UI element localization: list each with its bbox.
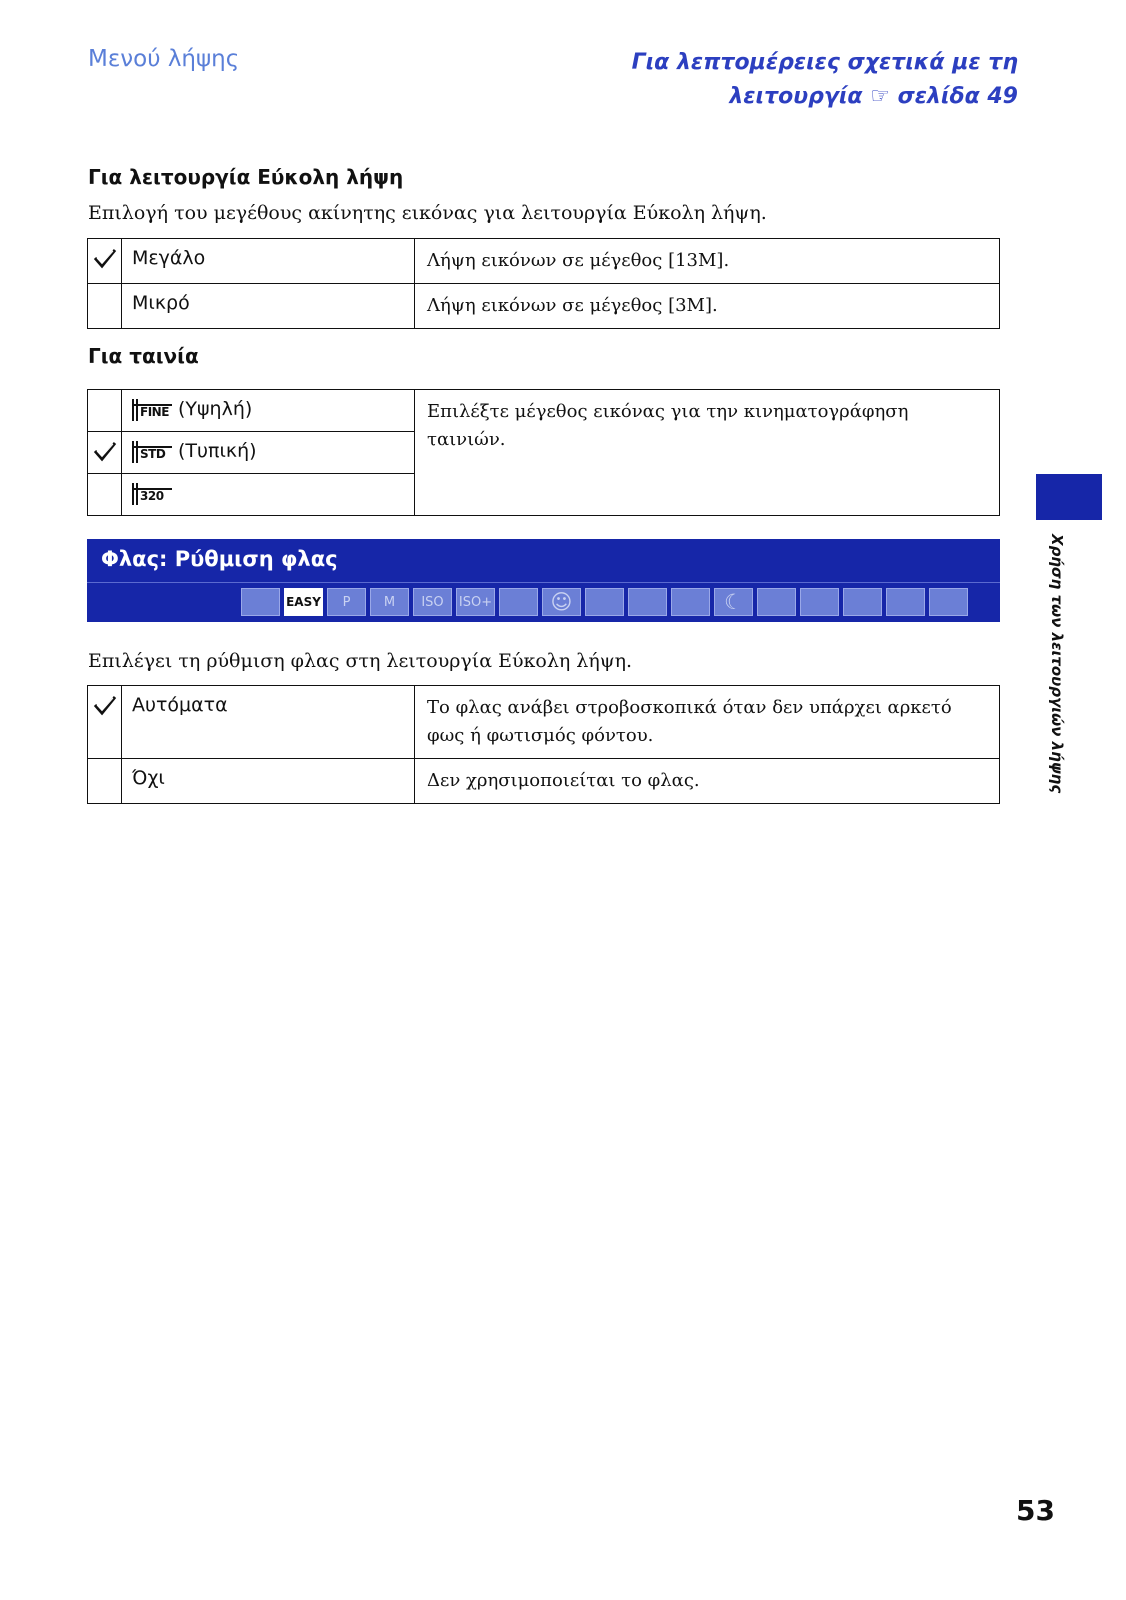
movie-icon bbox=[929, 588, 968, 616]
flash-table bbox=[87, 685, 1000, 804]
beach-icon bbox=[757, 588, 796, 616]
section-header: Μενού λήψης bbox=[88, 46, 240, 72]
burst-icon bbox=[499, 588, 538, 616]
smile-icon: ☺ bbox=[542, 588, 581, 616]
page-number: 53 bbox=[1016, 1494, 1055, 1527]
pointing-hand-icon: ☞ bbox=[870, 84, 890, 109]
easy-mode-intro: Επιλογή του μεγέθους ακίνητης εικόνας για λειτουργία Εύκολη λήψη. bbox=[88, 202, 767, 224]
manual-icon: M bbox=[370, 588, 409, 616]
easy-icon: EASY bbox=[284, 588, 323, 616]
option-desc: Δεν χρησιμοποιείται το φλας. bbox=[415, 759, 1000, 804]
option-name: Μικρό bbox=[122, 284, 415, 329]
movie-size-table bbox=[87, 389, 1000, 516]
table-row bbox=[88, 390, 1000, 432]
option-name: Μεγάλο bbox=[122, 239, 415, 284]
twilight-icon: ☾ bbox=[714, 588, 753, 616]
movie-std-icon: STD bbox=[132, 441, 172, 463]
option-desc: Λήψη εικόνων σε μέγεθος [13M]. bbox=[415, 239, 1000, 284]
underwater-icon bbox=[886, 588, 925, 616]
table-row bbox=[88, 284, 1000, 329]
movie-heading: Για ταινία bbox=[88, 344, 199, 368]
portrait-icon bbox=[585, 588, 624, 616]
program-icon: P bbox=[327, 588, 366, 616]
table-row bbox=[88, 759, 1000, 804]
option-desc: Το φλας ανάβει στροβοσκοπικά όταν δεν υπάρχει αρκετό φως ή φωτισμός φόντου. bbox=[415, 686, 1000, 759]
easy-size-table bbox=[87, 238, 1000, 329]
option-name: FINE (Υψηλή) bbox=[122, 390, 415, 432]
snow-icon bbox=[800, 588, 839, 616]
chapter-label: Χρήση των λειτουργιών λήψης bbox=[1048, 534, 1066, 794]
movie-320-icon: 320 bbox=[132, 483, 172, 505]
option-name: Όχι bbox=[122, 759, 415, 804]
movie-fine-icon: FINE bbox=[132, 399, 172, 421]
iso-plus-icon: ISO+ bbox=[456, 588, 495, 616]
page-reference bbox=[632, 46, 1018, 114]
table-row bbox=[88, 239, 1000, 284]
table-row bbox=[88, 686, 1000, 759]
page-reference-line1: Για λεπτομέρειες σχετικά με τη bbox=[631, 50, 1018, 75]
option-desc: Λήψη εικόνων σε μέγεθος [3M]. bbox=[415, 284, 1000, 329]
default-check-icon bbox=[88, 239, 122, 284]
option-name: STD (Τυπική) bbox=[122, 432, 415, 474]
default-check-icon bbox=[88, 432, 122, 474]
flash-title-bar bbox=[87, 539, 1000, 582]
landscape-icon bbox=[628, 588, 667, 616]
chapter-tab bbox=[1036, 474, 1102, 520]
option-desc: Επιλέξτε μέγεθος εικόνας για την κινηματογράφηση ταινιών. bbox=[415, 390, 1000, 516]
option-name bbox=[122, 474, 415, 516]
option-name: Αυτόματα bbox=[122, 686, 415, 759]
twilight-portrait-icon bbox=[671, 588, 710, 616]
camera-icon bbox=[241, 588, 280, 616]
flash-intro: Επιλέγει τη ρύθμιση φλας στη λειτουργία Εύκολη λήψη. bbox=[88, 650, 633, 672]
page-reference-line2: λειτουργία ☞ σελίδα 49 bbox=[729, 84, 1018, 109]
fireworks-icon bbox=[843, 588, 882, 616]
mode-availability-bar bbox=[87, 582, 1000, 622]
easy-mode-heading: Για λειτουργία Εύκολη λήψη bbox=[88, 165, 404, 189]
iso-icon: ISO bbox=[413, 588, 452, 616]
flash-title: Φλας: Ρύθμιση φλας bbox=[101, 547, 338, 571]
default-check-icon bbox=[88, 686, 122, 759]
mode-icon-list bbox=[241, 588, 968, 616]
